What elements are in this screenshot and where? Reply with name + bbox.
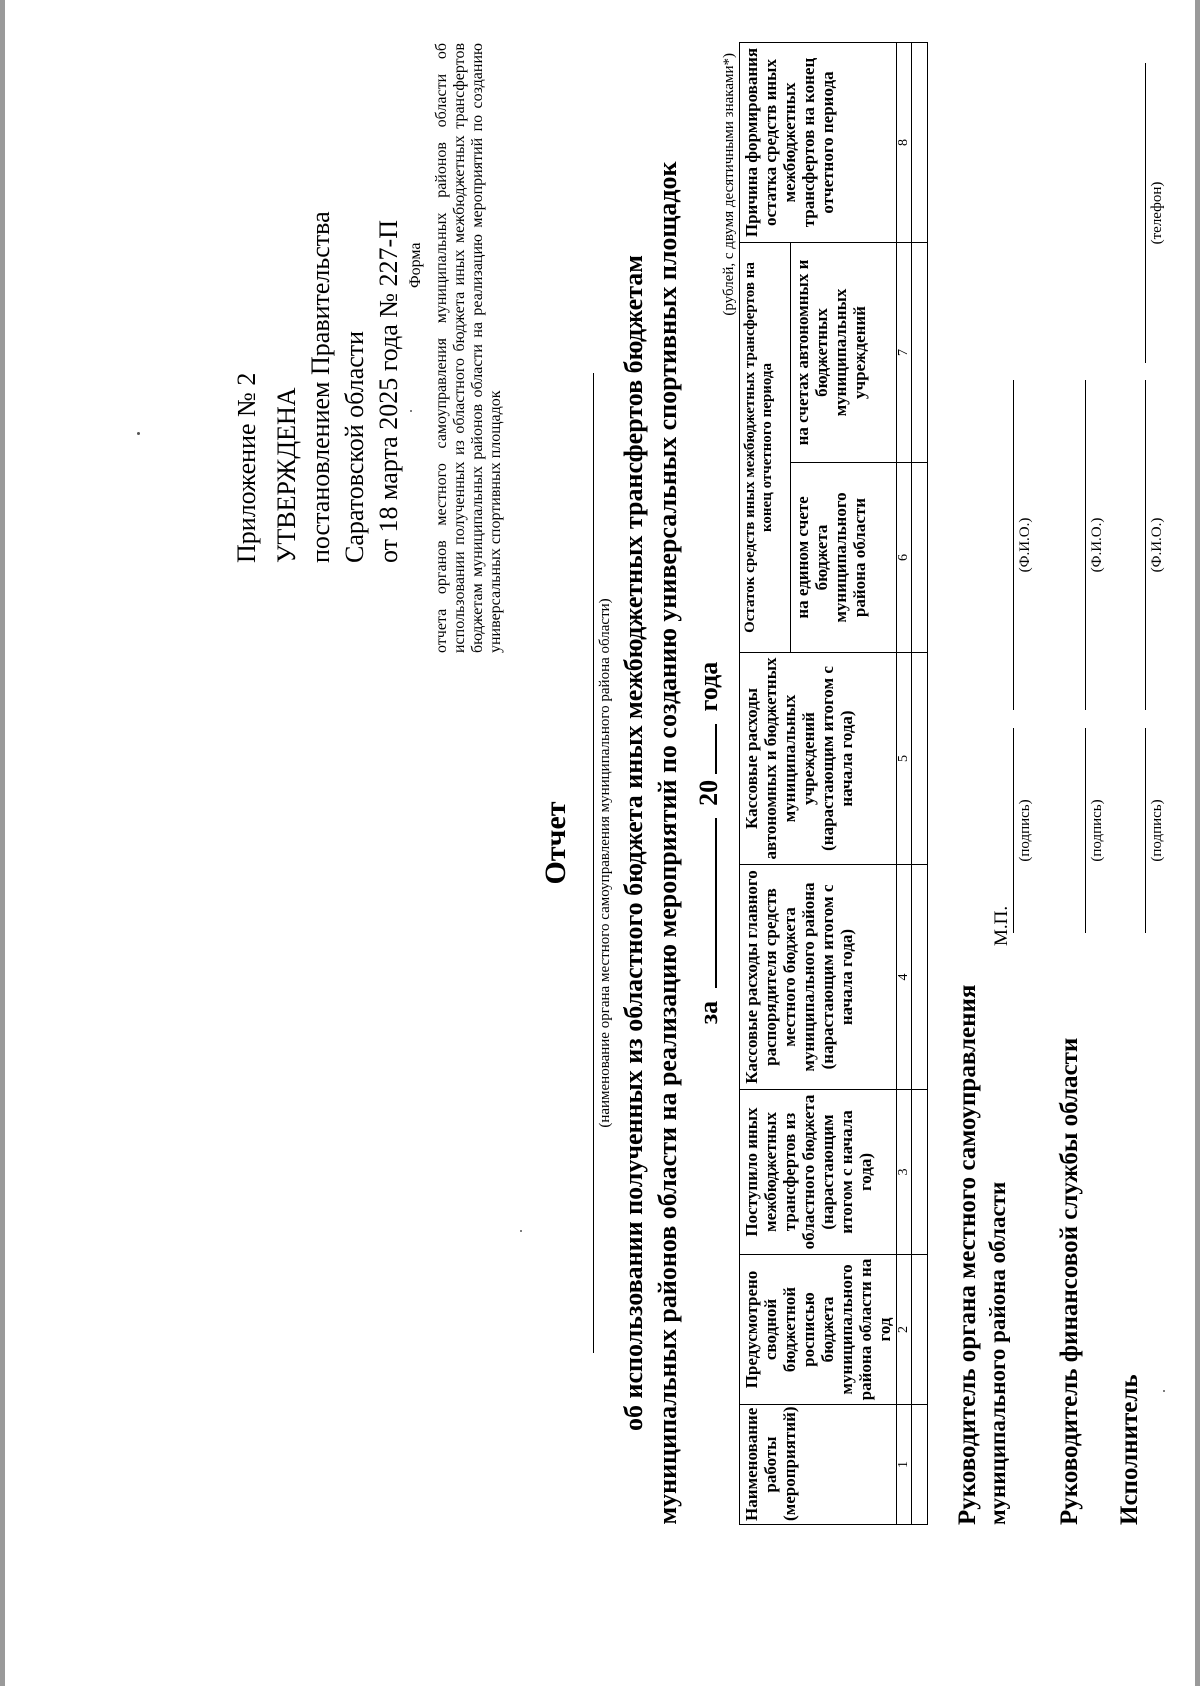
executor-signature-line[interactable] (1145, 728, 1146, 933)
scan-edge-right (1195, 0, 1200, 1686)
approved-by-line1: постановлением Правительства (306, 211, 335, 563)
col-header-6: на едином счете бюджета муниципального района области (791, 463, 897, 653)
table-numbering-row (897, 43, 912, 1525)
table-row (912, 43, 928, 1525)
report-table (739, 42, 928, 1525)
signature-head-title-line1: Руководитель органа местного самоуправления (954, 984, 981, 1525)
col-header-3: Поступило иных межбюджетных трансфертов из областного бюджета (нарастающим итогом с начала года) (740, 1090, 897, 1255)
signature-finance-title: Руководитель финансовой службы области (1056, 1037, 1083, 1525)
executor-signature-caption: (подпись) (1149, 799, 1165, 862)
period-suffix: года (694, 661, 723, 712)
org-name-blank[interactable] (593, 373, 594, 1353)
head-signature-caption: (подпись) (1017, 799, 1033, 862)
scan-speck (1163, 1390, 1165, 1392)
executor-fio-caption: (Ф.И.О.) (1149, 517, 1165, 573)
scan-edge-left (0, 0, 5, 1686)
period-year-blank[interactable] (691, 724, 717, 774)
col-number: 6 (897, 463, 912, 653)
col-header-8: Причина формирования остатка средств иных межбюджетных трансфертов на конец отчетного периода (740, 43, 897, 243)
col-header-2: Предусмотрено сводной бюджетной росписью бюджета муниципального района области на год (740, 1255, 897, 1405)
col-number: 2 (897, 1255, 912, 1405)
table-cell[interactable] (912, 1090, 928, 1255)
finance-fio-line[interactable] (1085, 380, 1086, 710)
finance-signature-line[interactable] (1085, 728, 1086, 933)
col-header-7: на счетах автономных и бюджетных муниципальных учреждений (791, 243, 897, 463)
approved-by-line3: от 18 марта 2025 года № 227-П (374, 220, 403, 563)
signature-executor-title: Исполнитель (1116, 1374, 1143, 1525)
approved-label: УТВЕРЖДЕНА (272, 387, 301, 563)
table-cell[interactable] (912, 463, 928, 653)
approval-header (230, 211, 406, 563)
document-page (45, 13, 1165, 1673)
period-blank[interactable] (691, 818, 717, 988)
report-subtitle-line2: муниципальных районов области на реализацию мероприятий по созданию универсальных спортивных площадок (653, 161, 682, 1525)
signature-head-title (953, 985, 1013, 1525)
org-name-caption: (наименование органа местного самоуправления муниципального района области) (597, 598, 613, 1128)
executor-phone-caption: (телефон) (1149, 181, 1165, 245)
col-number: 5 (897, 653, 912, 865)
head-fio-caption: (Ф.И.О.) (1017, 517, 1033, 573)
period-prefix: за (694, 1000, 723, 1025)
finance-fio-caption: (Ф.И.О.) (1089, 517, 1105, 573)
col-number: 7 (897, 243, 912, 463)
executor-fio-line[interactable] (1145, 380, 1146, 710)
col-header-5: Кассовые расходы автономных и бюджетных муниципальных учреждений (нарастающим итогом с начала года) (740, 653, 897, 865)
col-header-4: Кассовые расходы главного распорядителя средств местного бюджета муниципального района (нарастающим итогом с начала года) (740, 865, 897, 1090)
period-year-prefix: 20 (694, 779, 723, 806)
table-cell[interactable] (912, 1255, 928, 1405)
report-title: Отчет (539, 801, 572, 885)
table-cell[interactable] (912, 1405, 928, 1525)
table-header-row (740, 43, 791, 1525)
appendix-number: Приложение № 2 (232, 372, 261, 563)
col-header-group-remainder: Остаток средств иных межбюджетных трансфертов на конец отчетного периода (740, 243, 791, 653)
report-period (691, 13, 724, 1673)
col-number: 8 (897, 43, 912, 243)
form-label: Форма (407, 242, 424, 288)
table-cell[interactable] (912, 865, 928, 1090)
signature-head-title-line2: муниципального района области (985, 1181, 1010, 1525)
report-subtitle-line1: об использовании полученных из областного бюджета иных межбюджетных трансфертов бюджетам (619, 254, 648, 1432)
col-header-1: Наименование работы (мероприятий) (740, 1405, 897, 1525)
col-number: 3 (897, 1090, 912, 1255)
form-description: отчета органов местного самоуправления муниципальных районов области об использовании полученных из областного бюджета иных межбюджетных трансфертов бюджетам муниципальных районов области на реализацию мероприятий по созданию универсальных спортивных площадок (433, 43, 504, 653)
stamp-place-label: М.П. (991, 905, 1012, 946)
approved-by-line2: Саратовской области (340, 330, 369, 563)
units-note: (рублей, с двумя десятичными знаками*) (721, 53, 737, 316)
head-fio-line[interactable] (1013, 380, 1014, 710)
col-number: 4 (897, 865, 912, 1090)
col-number: 1 (897, 1405, 912, 1525)
executor-phone-line[interactable] (1145, 63, 1146, 363)
table-cell[interactable] (912, 43, 928, 243)
table-cell[interactable] (912, 653, 928, 865)
finance-signature-caption: (подпись) (1089, 799, 1105, 862)
table-cell[interactable] (912, 243, 928, 463)
head-signature-line[interactable] (1013, 728, 1014, 933)
